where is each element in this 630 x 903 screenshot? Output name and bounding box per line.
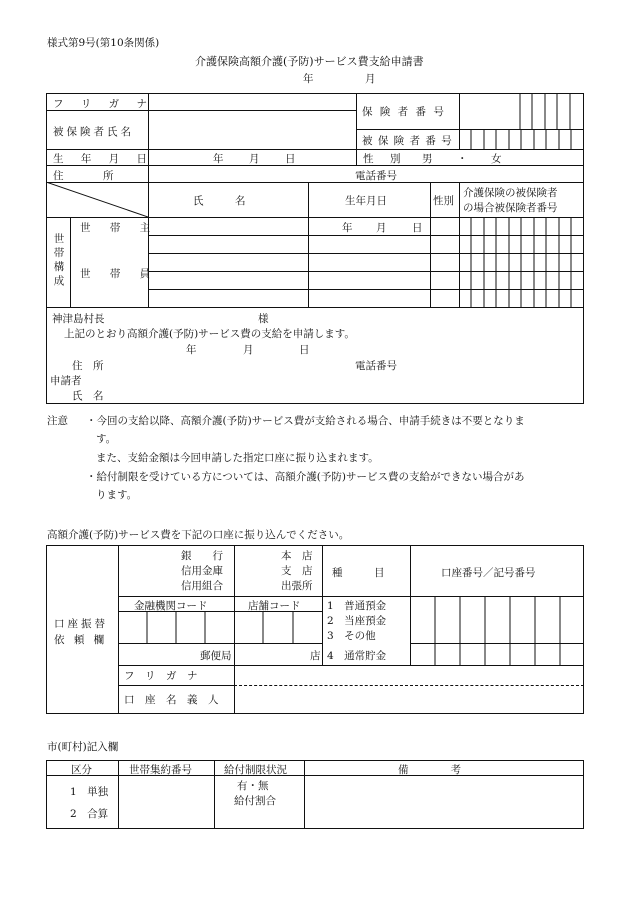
request-year-unit: 年 xyxy=(186,344,197,356)
request-statement: 上記のとおり高額介護(予防)サービス費の支給を申請します。 xyxy=(64,328,355,340)
branch-code-label: 店舗コード xyxy=(248,600,301,612)
city-col-kubun: 区分 xyxy=(71,764,92,776)
kubun-single[interactable]: 1 単独 xyxy=(70,786,109,798)
col-name: 氏 名 xyxy=(193,195,246,207)
insured-number-boxes[interactable] xyxy=(459,129,584,149)
kind-current[interactable]: 2 当座預金 xyxy=(327,615,387,627)
bank-intro: 高額介護(予防)サービス費を下記の口座に振り込んでください。 xyxy=(47,529,350,541)
branch-type-branch: 支 店 xyxy=(281,565,313,577)
form-title: 介護保険高額介護(予防)サービス費支給申請書 xyxy=(195,55,424,68)
village-chief: 神津島村長 xyxy=(52,313,105,325)
col-sex: 性別 xyxy=(433,195,454,207)
city-col-remarks: 備 考 xyxy=(398,764,461,776)
head-month-unit: 月 xyxy=(376,222,387,234)
inst-type-bank: 銀 行 xyxy=(181,550,223,562)
applicant-label: 申請者 xyxy=(50,375,82,387)
branch-type-head: 本 店 xyxy=(281,550,313,562)
form-number: 様式第9号(第10条関係) xyxy=(47,37,160,49)
col-birth: 生年月日 xyxy=(345,195,387,207)
note-line-3: また、支給金額は今回申請した指定口座に振り込まれます。 xyxy=(96,452,379,464)
birth-day-unit: 日 xyxy=(285,153,296,165)
insured-number-label: 被 保 険 者 番 号 xyxy=(362,135,453,147)
sex-female[interactable]: 女 xyxy=(491,153,502,165)
sex-label: 性 別 xyxy=(363,153,404,165)
code-boxes[interactable] xyxy=(118,611,322,643)
birth-month-unit: 月 xyxy=(249,153,260,165)
city-section-title: 市(町村)記入欄 xyxy=(47,741,119,753)
sama: 様 xyxy=(258,313,269,325)
note-line-2: す。 xyxy=(96,433,117,445)
bank-section-label-2: 依 頼 欄 xyxy=(54,634,108,646)
note-line-5: ります。 xyxy=(96,489,138,501)
address-label: 住 所 xyxy=(53,170,116,182)
account-number-boxes[interactable] xyxy=(410,596,584,643)
postal-number-boxes[interactable] xyxy=(410,643,584,665)
sex-male[interactable]: 男 xyxy=(422,153,433,165)
request-day-unit: 日 xyxy=(299,344,310,356)
bank-section-label-1: 口座振替 xyxy=(54,618,108,630)
inst-code-label: 金融機関コード xyxy=(134,600,208,612)
insurer-number-label: 保 険 者 番 号 xyxy=(362,106,446,118)
birth-date-label: 生 年 月 日 xyxy=(53,153,155,165)
city-table xyxy=(46,760,584,829)
notes-label: 注意 xyxy=(47,415,68,427)
diagonal-line xyxy=(46,182,148,217)
insurer-number-boxes[interactable] xyxy=(459,93,584,129)
household-side-label: 世帯構成 xyxy=(53,233,65,287)
limit-ratio: 給付割合 xyxy=(234,795,276,807)
header-year-label: 年 xyxy=(303,73,314,85)
col-insured-line2: の場合被保険者番号 xyxy=(463,202,558,214)
kind-label: 種 目 xyxy=(332,567,385,579)
bank-furigana-label: フ リ ガ ナ xyxy=(124,670,198,682)
city-col-limit: 給付制限状況 xyxy=(224,764,287,776)
request-phone-label: 電話番号 xyxy=(355,360,397,372)
city-col-household-no: 世帯集約番号 xyxy=(129,764,192,776)
store-label: 店 xyxy=(310,650,321,662)
postal-label: 郵便局 xyxy=(200,650,232,662)
household-insured-number-boxes[interactable] xyxy=(459,217,584,307)
furigana-label: フ リ ガ ナ xyxy=(53,98,155,110)
inst-type-kumiai: 信用組合 xyxy=(181,580,223,592)
birth-year-unit: 年 xyxy=(213,153,224,165)
header-month-label: 月 xyxy=(365,73,376,85)
request-name-label: 氏 名 xyxy=(72,390,104,402)
kind-postal-savings[interactable]: 4 通常貯金 xyxy=(327,650,387,662)
account-holder-label: 口 座 名 義 人 xyxy=(124,694,219,706)
head-year-unit: 年 xyxy=(342,222,353,234)
household-head-label: 世 帯 主 xyxy=(80,222,159,234)
col-insured-line1: 介護保険の被保険者 xyxy=(463,187,558,199)
phone-label: 電話番号 xyxy=(355,170,397,182)
inst-type-shinkin: 信用金庫 xyxy=(181,565,223,577)
kind-ordinary[interactable]: 1 普通預金 xyxy=(327,600,387,612)
note-line-1: ・今回の支給以降、高額介護(予防)サービス費が支給される場合、申請手続きは不要となりま xyxy=(86,415,525,427)
note-line-4: ・給付制限を受けている方については、高額介護(予防)サービス費の支給ができない場合があ xyxy=(86,471,525,483)
request-month-unit: 月 xyxy=(243,344,254,356)
limit-yes-no[interactable]: 有・無 xyxy=(237,780,269,792)
kind-other[interactable]: 3 その他 xyxy=(327,630,376,642)
household-member-label: 世 帯 員 xyxy=(80,268,159,280)
account-label: 口座番号／記号番号 xyxy=(441,567,536,579)
branch-type-office: 出張所 xyxy=(281,580,313,592)
kubun-combined[interactable]: 2 合算 xyxy=(70,808,109,820)
request-address-label: 住 所 xyxy=(72,360,104,372)
head-day-unit: 日 xyxy=(412,222,423,234)
sex-separator: ・ xyxy=(457,153,468,165)
insured-name-label: 被保険者氏名 xyxy=(53,126,134,138)
